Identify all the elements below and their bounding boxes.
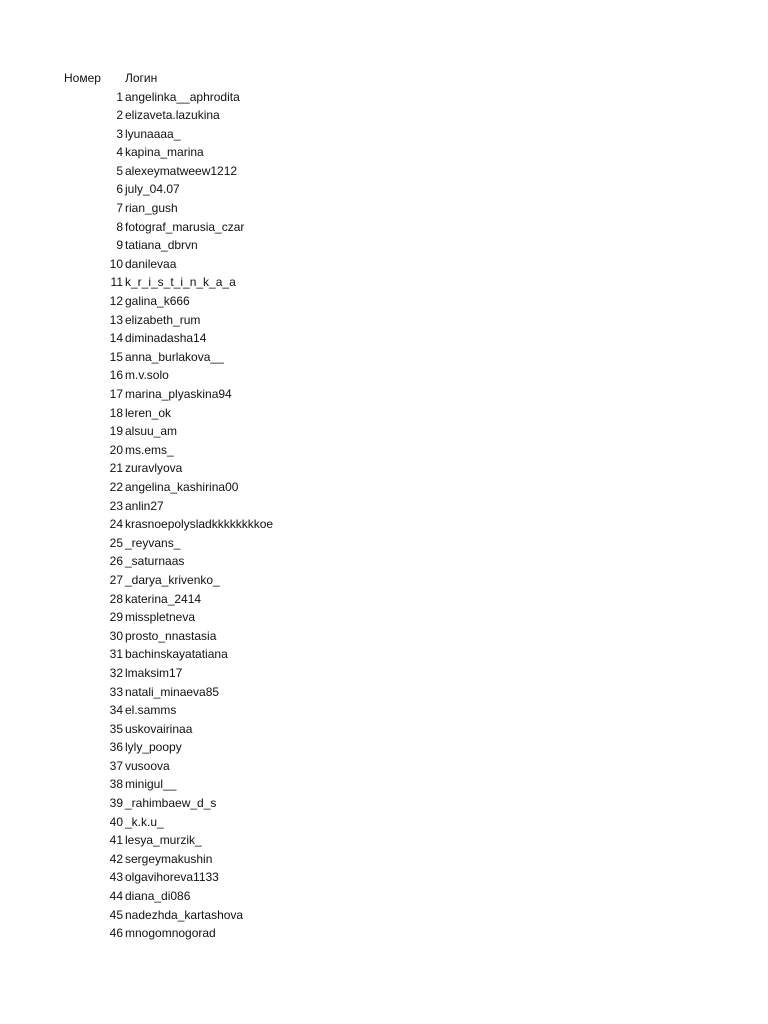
row-number: 1 bbox=[116, 89, 123, 104]
row-number: 35 bbox=[109, 721, 123, 736]
row-login: sergeymakushin bbox=[125, 851, 213, 866]
table-row bbox=[0, 88, 768, 107]
table-row bbox=[0, 627, 768, 646]
row-login: lyunaaaa_ bbox=[125, 126, 181, 141]
table-row bbox=[0, 218, 768, 237]
row-login: _reyvans_ bbox=[125, 535, 181, 550]
table-row bbox=[0, 478, 768, 497]
table-row bbox=[0, 701, 768, 720]
row-login: july_04.07 bbox=[125, 182, 180, 197]
row-login: el.samms bbox=[125, 703, 177, 718]
row-login: _darya_krivenko_ bbox=[125, 572, 220, 587]
row-number: 9 bbox=[116, 238, 123, 253]
table-row bbox=[0, 738, 768, 757]
row-login: krasnoepolysladkkkkkkkkoe bbox=[125, 517, 274, 532]
row-number: 8 bbox=[116, 219, 123, 234]
table-row bbox=[0, 831, 768, 850]
row-number: 14 bbox=[109, 331, 123, 346]
table-row bbox=[0, 757, 768, 776]
row-number: 45 bbox=[109, 907, 123, 922]
row-number: 37 bbox=[109, 758, 123, 773]
row-number: 43 bbox=[109, 870, 123, 885]
row-login: lyly_poopy bbox=[125, 740, 182, 755]
row-number: 2 bbox=[116, 108, 123, 123]
row-login: k_r_i_s_t_i_n_k_a_a bbox=[125, 275, 236, 290]
row-login: prosto_nnastasia bbox=[125, 628, 217, 643]
row-number: 44 bbox=[109, 889, 123, 904]
row-number: 38 bbox=[109, 777, 123, 792]
row-number: 39 bbox=[109, 796, 123, 811]
row-number: 15 bbox=[109, 349, 123, 364]
row-login: lmaksim17 bbox=[125, 665, 183, 680]
table-row bbox=[0, 255, 768, 274]
row-login: mnogomnogorad bbox=[125, 926, 216, 941]
row-login: lesya_murzik_ bbox=[125, 833, 202, 848]
row-login: misspletneva bbox=[125, 610, 196, 625]
row-login: vusoova bbox=[125, 758, 170, 773]
table-row bbox=[0, 906, 768, 925]
row-login: uskovairinaa bbox=[125, 721, 193, 736]
row-number: 19 bbox=[109, 424, 123, 439]
row-number: 42 bbox=[109, 851, 123, 866]
row-login: tatiana_dbrvn bbox=[125, 238, 198, 253]
row-number: 10 bbox=[109, 256, 123, 271]
row-login: minigul__ bbox=[125, 777, 177, 792]
row-login: leren_ok bbox=[125, 405, 172, 420]
row-login: m.v.solo bbox=[125, 368, 169, 383]
row-login: angelina_kashirina00 bbox=[125, 479, 239, 494]
table-row bbox=[0, 404, 768, 423]
row-number: 20 bbox=[109, 442, 123, 457]
row-login: olgavihoreva1133 bbox=[125, 870, 219, 885]
row-login: _rahimbaew_d_s bbox=[125, 796, 217, 811]
row-login: galina_k666 bbox=[125, 294, 190, 309]
table-row bbox=[0, 887, 768, 906]
row-number: 30 bbox=[109, 628, 123, 643]
table-row bbox=[0, 162, 768, 181]
table-row bbox=[0, 515, 768, 534]
row-login: ms.ems_ bbox=[125, 442, 174, 457]
row-number: 17 bbox=[109, 387, 123, 401]
table-row bbox=[0, 590, 768, 609]
row-number: 32 bbox=[109, 665, 123, 680]
table-row bbox=[0, 552, 768, 571]
table-row bbox=[0, 571, 768, 590]
table-row bbox=[0, 292, 768, 311]
row-login: anna_burlakova__ bbox=[125, 349, 224, 364]
row-number: 40 bbox=[109, 814, 123, 829]
row-login: _saturnaas bbox=[125, 554, 185, 569]
row-number: 26 bbox=[109, 554, 123, 569]
table-row bbox=[0, 385, 768, 404]
row-login: katerina_2414 bbox=[125, 591, 202, 606]
row-login: marina_plyaskina94 bbox=[125, 387, 232, 401]
table-header bbox=[0, 70, 768, 87]
table-row bbox=[0, 683, 768, 702]
row-login: angelinka__aphrodita bbox=[125, 89, 240, 104]
table-row bbox=[0, 329, 768, 348]
table-row bbox=[0, 180, 768, 199]
row-number: 41 bbox=[109, 833, 123, 848]
row-login: bachinskayatatiana bbox=[125, 647, 228, 662]
row-number: 33 bbox=[109, 684, 123, 699]
table-row bbox=[0, 199, 768, 218]
row-login: danilevaa bbox=[125, 256, 177, 271]
table-row bbox=[0, 366, 768, 385]
row-number: 12 bbox=[109, 294, 123, 309]
row-number: 22 bbox=[109, 479, 123, 494]
table-row bbox=[0, 125, 768, 144]
row-login: elizabeth_rum bbox=[125, 312, 201, 327]
table-row bbox=[0, 850, 768, 869]
row-number: 25 bbox=[109, 535, 123, 550]
column-header-login: Логин bbox=[125, 71, 158, 85]
row-login: elizaveta.lazukina bbox=[125, 108, 220, 123]
row-number: 24 bbox=[109, 517, 123, 532]
row-login: alsuu_am bbox=[125, 424, 178, 439]
row-number: 46 bbox=[109, 926, 123, 941]
table-row bbox=[0, 775, 768, 794]
table-row bbox=[0, 441, 768, 460]
row-number: 13 bbox=[109, 312, 123, 327]
table-row bbox=[0, 924, 768, 943]
table-row bbox=[0, 422, 768, 441]
row-number: 5 bbox=[116, 163, 123, 178]
row-login: kapina_marina bbox=[125, 145, 204, 160]
row-number: 3 bbox=[116, 126, 123, 141]
table-row bbox=[0, 534, 768, 553]
row-number: 36 bbox=[109, 740, 123, 755]
row-login: anlin27 bbox=[125, 498, 164, 513]
row-number: 18 bbox=[109, 405, 123, 420]
row-login: rian_gush bbox=[125, 201, 178, 216]
row-number: 16 bbox=[109, 368, 123, 383]
table-row bbox=[0, 868, 768, 887]
table-row bbox=[0, 497, 768, 516]
table-row bbox=[0, 459, 768, 478]
row-number: 27 bbox=[109, 572, 123, 587]
table-row bbox=[0, 608, 768, 627]
column-header-number: Номер bbox=[64, 71, 101, 85]
row-number: 31 bbox=[109, 647, 123, 662]
row-number: 6 bbox=[116, 182, 123, 197]
row-number: 23 bbox=[109, 498, 123, 513]
table-row bbox=[0, 720, 768, 739]
table-row bbox=[0, 236, 768, 255]
table-row bbox=[0, 813, 768, 832]
table-row bbox=[0, 143, 768, 162]
row-number: 4 bbox=[116, 145, 123, 160]
row-login: fotograf_marusia_czar bbox=[125, 219, 245, 234]
row-login: diana_di086 bbox=[125, 889, 191, 904]
table-row bbox=[0, 273, 768, 292]
table-row bbox=[0, 348, 768, 367]
row-number: 7 bbox=[116, 201, 123, 216]
row-login: nadezhda_kartashova bbox=[125, 907, 244, 922]
row-login: _k.k.u_ bbox=[125, 814, 164, 829]
row-login: zuravlyova bbox=[125, 461, 183, 476]
table-row bbox=[0, 311, 768, 330]
row-number: 34 bbox=[109, 703, 123, 718]
row-number: 29 bbox=[109, 610, 123, 625]
row-number: 28 bbox=[109, 591, 123, 606]
table-body bbox=[0, 88, 768, 943]
table-row bbox=[0, 664, 768, 683]
table-row bbox=[0, 794, 768, 813]
row-number: 21 bbox=[109, 461, 123, 476]
table-row bbox=[0, 645, 768, 664]
row-login: diminadasha14 bbox=[125, 331, 207, 346]
row-number: 11 bbox=[110, 275, 123, 290]
row-login: natali_minaeva85 bbox=[125, 684, 220, 699]
table-row bbox=[0, 106, 768, 125]
row-login: alexeymatweew1212 bbox=[125, 163, 238, 178]
